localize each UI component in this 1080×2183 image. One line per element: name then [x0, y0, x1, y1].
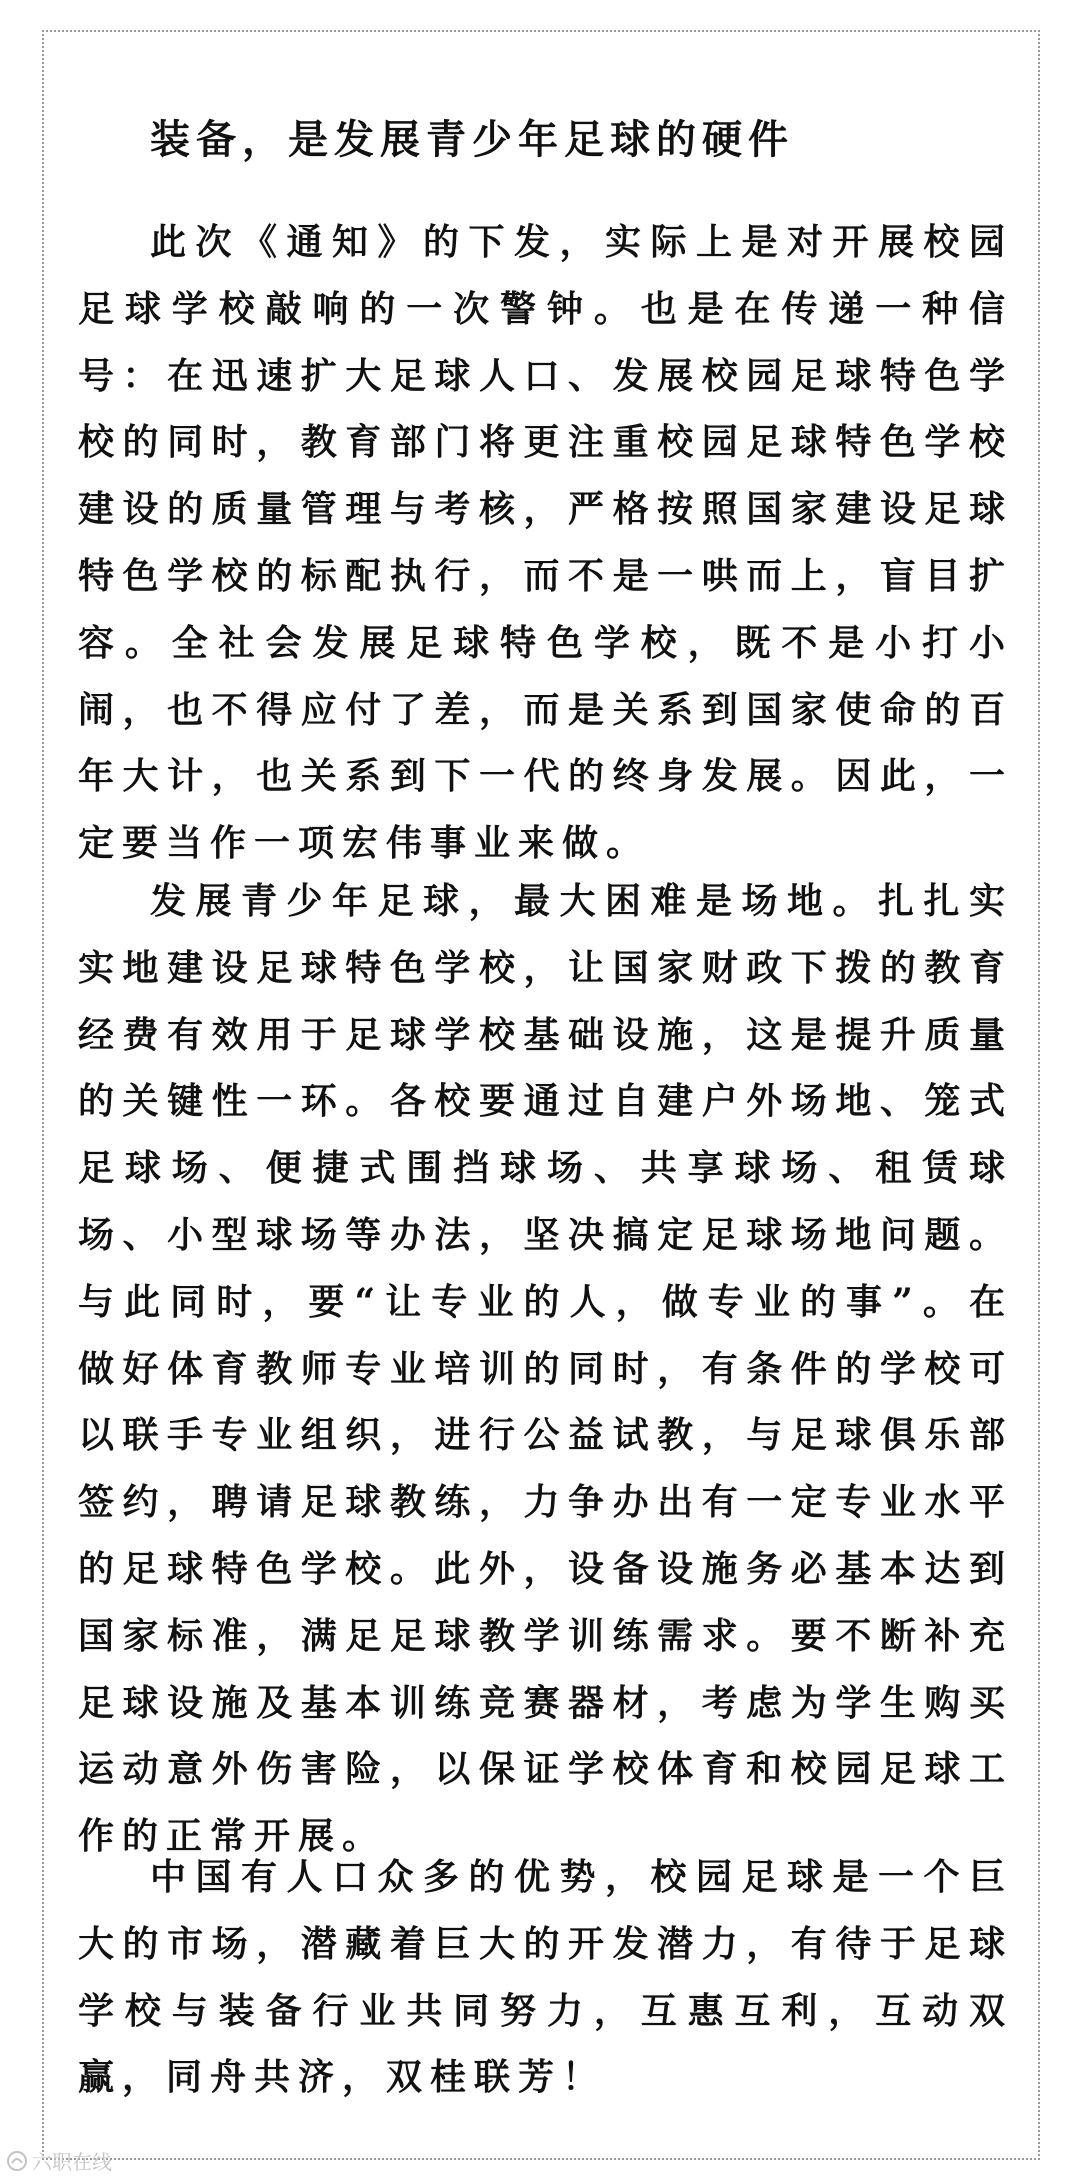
paragraph-1: 此次《通知》的下发，实际上是对开展校园足球学校敲响的一次警钟。也是在传递一种信号：在迅速扩大足球人口、发展校园足球特色学校的同时，教育部门将更注重校园足球特色学校建设的质量管理与考核，严格按照国家建设足球特色学校的标配执行，而不是一哄而上，盲目扩容。全社会发展足球特色学校，既不是小打小闹，也不得应付了差，而是关系到国家使命的百年大计，也关系到下一代的终身发展。因此，一定要当作一项宏伟事业来做。: [78, 221, 1013, 865]
watermark: [6, 2146, 112, 2175]
paragraph-3: 中国有人口众多的优势，校园足球是一个巨大的市场，潜藏着巨大的开发潜力，有待于足球学校与装备行业共同努力，互惠互利，互动双赢，同舟共济，双桂联芳！: [78, 1856, 1013, 2099]
watermark-text: 六职在线: [32, 2150, 112, 2174]
paragraph-2: 发展青少年足球，最大困难是场地。扎扎实实地建设足球特色学校，让国家财政下拨的教育经费有效用于足球学校基础设施，这是提升质量的关键性一环。各校要通过自建户外场地、笼式足球场、便捷式围挡球场、共享球场、租赁球场、小型球场等办法，坚决搞定足球场地问题。与此同时，要“让专业的人，做专业的事”。在做好体育教师专业培训的同时，有条件的学校可以联手专业组织，进行公益试教，与足球俱乐部签约，聘请足球教练，力争办出有一定专业水平的足球特色学校。此外，设备设施务必基本达到国家标准，满足足球教学训练需求。要不断补充足球设施及基本训练竞赛器材，考虑为学生购买运动意外伤害险，以保证学校体育和校园足球工作的正常开展。: [78, 880, 1013, 1858]
section-heading: 装备，是发展青少年足球的硬件: [150, 116, 794, 163]
brand-logo-icon: [6, 2150, 28, 2172]
